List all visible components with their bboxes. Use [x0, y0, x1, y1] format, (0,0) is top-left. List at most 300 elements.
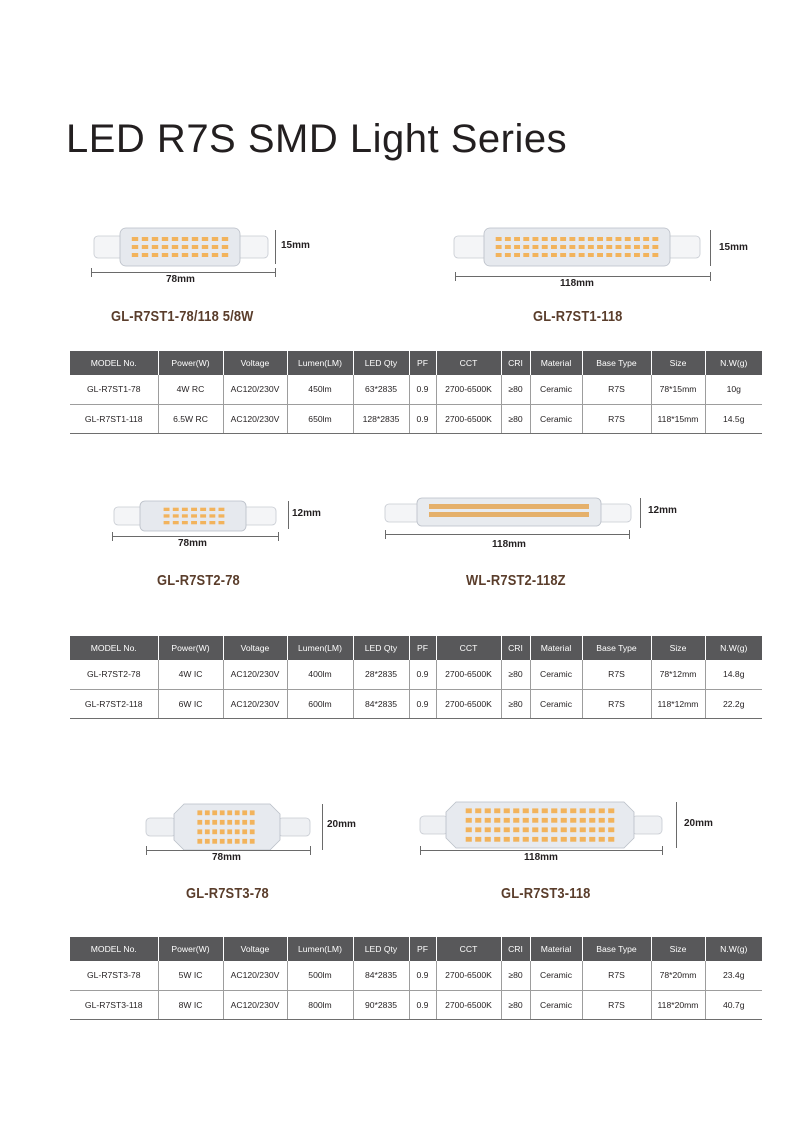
led-chip: [532, 837, 538, 842]
table-row: [70, 961, 762, 990]
cell-net-weight: 23.4g: [705, 961, 762, 990]
led-chip: [162, 237, 168, 241]
column-header-voltage: Voltage: [223, 937, 287, 961]
led-chip: [589, 818, 595, 823]
cell-lumen: 800lm: [287, 990, 353, 1019]
led-chip: [466, 808, 472, 813]
led-chip: [542, 818, 548, 823]
led-chip: [608, 837, 614, 842]
led-chip: [652, 237, 658, 241]
led-chip: [220, 820, 225, 825]
led-chip: [560, 245, 566, 249]
page-title: LED R7S SMD Light Series: [66, 117, 568, 161]
led-chip: [532, 818, 538, 823]
cell-led-qty: 84*2835: [353, 961, 409, 990]
led-chip: [652, 245, 658, 249]
cell-lumen: 600lm: [287, 689, 353, 718]
dim-width: 20mm: [327, 819, 356, 830]
led-chip: [200, 508, 206, 511]
cell-power: 6W IC: [158, 689, 223, 718]
led-chip: [197, 839, 202, 844]
led-chip: [200, 521, 206, 524]
cell-net-weight: 22.2g: [705, 689, 762, 718]
led-chip: [616, 237, 622, 241]
led-chip: [523, 253, 529, 257]
led-chip: [606, 253, 612, 257]
led-chip: [191, 514, 197, 517]
cell-model: GL-R7ST1-78: [70, 375, 158, 404]
led-chip: [643, 253, 649, 257]
led-chip: [579, 253, 585, 257]
table-body: [70, 375, 762, 433]
column-header-material: Material: [530, 937, 582, 961]
led-chip: [172, 237, 178, 241]
led-chip: [162, 253, 168, 257]
led-chip: [599, 837, 605, 842]
led-chip: [202, 237, 208, 241]
cell-voltage: AC120/230V: [223, 375, 287, 404]
led-chip: [643, 237, 649, 241]
cell-cri: ≥80: [501, 990, 530, 1019]
table-header-row: [70, 937, 762, 961]
cell-lumen: 500lm: [287, 961, 353, 990]
product-image-r7st1-118: [452, 222, 722, 282]
led-chip: [569, 245, 575, 249]
led-chip: [523, 837, 529, 842]
led-chip: [173, 508, 179, 511]
led-chip: [589, 827, 595, 832]
cell-power: 4W IC: [158, 660, 223, 689]
cell-size: 118*15mm: [651, 404, 705, 433]
cell-lumen: 450lm: [287, 375, 353, 404]
led-chip: [532, 808, 538, 813]
product-image-r7st1-78: [86, 222, 286, 282]
spec-table-series-1: [70, 351, 762, 434]
column-header-pf: PF: [409, 937, 436, 961]
led-chip: [152, 253, 158, 257]
led-chip: [220, 829, 225, 834]
dim-width: 15mm: [719, 242, 748, 253]
cell-model: GL-R7ST2-118: [70, 689, 158, 718]
led-chip: [475, 837, 481, 842]
led-chip: [560, 253, 566, 257]
led-chip: [569, 237, 575, 241]
led-chip: [172, 253, 178, 257]
led-chip: [485, 818, 491, 823]
cell-size: 78*20mm: [651, 961, 705, 990]
dim-length: 118mm: [492, 539, 526, 550]
product-image-r7st3-118: [418, 798, 686, 860]
cell-power: 8W IC: [158, 990, 223, 1019]
led-chip: [250, 839, 255, 844]
led-chip: [235, 839, 240, 844]
led-chip: [466, 818, 472, 823]
led-chip: [222, 245, 228, 249]
led-chip: [466, 827, 472, 832]
led-chip: [242, 820, 247, 825]
cell-size: 78*12mm: [651, 660, 705, 689]
led-chip: [182, 508, 188, 511]
column-header-power: Power(W): [158, 351, 223, 375]
table-row: [70, 660, 762, 689]
column-header-model: MODEL No.: [70, 937, 158, 961]
led-chip: [551, 818, 557, 823]
led-chip: [475, 818, 481, 823]
cell-cct: 2700-6500K: [436, 404, 501, 433]
led-chip: [588, 245, 594, 249]
led-chip: [227, 839, 232, 844]
led-chip: [173, 521, 179, 524]
led-chip: [505, 245, 511, 249]
led-chip: [496, 253, 502, 257]
led-chip: [250, 820, 255, 825]
led-chip: [227, 829, 232, 834]
led-chip: [182, 245, 188, 249]
led-chip: [172, 245, 178, 249]
led-chip: [164, 514, 170, 517]
product-image-r7st2-118: [383, 494, 653, 542]
led-chip: [192, 237, 198, 241]
led-chip: [589, 808, 595, 813]
led-chip: [142, 237, 148, 241]
cell-base-type: R7S: [582, 990, 651, 1019]
led-chip: [496, 237, 502, 241]
led-chip: [197, 829, 202, 834]
column-header-model: MODEL No.: [70, 636, 158, 660]
cell-cct: 2700-6500K: [436, 990, 501, 1019]
cell-voltage: AC120/230V: [223, 404, 287, 433]
led-chip: [505, 253, 511, 257]
column-header-pf: PF: [409, 636, 436, 660]
led-chip: [219, 514, 225, 517]
led-chip: [242, 810, 247, 815]
dim-length: 118mm: [524, 852, 558, 863]
cell-base-type: R7S: [582, 961, 651, 990]
column-header-cct: CCT: [436, 636, 501, 660]
led-chip: [561, 818, 567, 823]
led-chip: [212, 810, 217, 815]
led-chip: [205, 820, 210, 825]
cell-model: GL-R7ST2-78: [70, 660, 158, 689]
cell-material: Ceramic: [530, 404, 582, 433]
column-header-cri: CRI: [501, 351, 530, 375]
cell-voltage: AC120/230V: [223, 961, 287, 990]
led-chip: [616, 253, 622, 257]
led-chip: [542, 827, 548, 832]
led-chip: [504, 827, 510, 832]
led-chip: [560, 237, 566, 241]
led-chip: [625, 237, 631, 241]
led-chip: [504, 808, 510, 813]
led-chip: [475, 808, 481, 813]
led-chip: [132, 245, 138, 249]
led-chip: [212, 253, 218, 257]
led-chip: [505, 237, 511, 241]
led-chip: [523, 808, 529, 813]
led-chip: [514, 245, 520, 249]
led-chip: [235, 810, 240, 815]
led-chip: [222, 253, 228, 257]
led-chip: [242, 829, 247, 834]
led-chip: [485, 827, 491, 832]
cell-cri: ≥80: [501, 375, 530, 404]
cell-net-weight: 10g: [705, 375, 762, 404]
led-chip: [197, 820, 202, 825]
led-chip: [191, 508, 197, 511]
column-header-base-type: Base Type: [582, 351, 651, 375]
led-chip: [222, 237, 228, 241]
led-chip: [173, 514, 179, 517]
spec-table-series-3: [70, 937, 762, 1020]
column-header-size: Size: [651, 937, 705, 961]
led-chip: [580, 808, 586, 813]
column-header-base-type: Base Type: [582, 636, 651, 660]
led-chip: [514, 237, 520, 241]
led-chip: [542, 245, 548, 249]
led-chip: [652, 253, 658, 257]
cell-pf: 0.9: [409, 689, 436, 718]
cell-size: 118*12mm: [651, 689, 705, 718]
led-chip: [589, 837, 595, 842]
table-body: [70, 961, 762, 1019]
model-label: GL-R7ST1-118: [533, 308, 623, 325]
table-row: [70, 689, 762, 718]
led-chip: [551, 808, 557, 813]
cell-led-qty: 28*2835: [353, 660, 409, 689]
column-header-led-qty: LED Qty: [353, 351, 409, 375]
dim-length: 78mm: [166, 274, 195, 285]
led-chip: [142, 245, 148, 249]
led-chip: [643, 245, 649, 249]
led-chip: [513, 837, 519, 842]
column-header-led-qty: LED Qty: [353, 937, 409, 961]
led-chip: [580, 818, 586, 823]
dim-length: 118mm: [560, 278, 594, 289]
led-chip: [220, 810, 225, 815]
led-chip: [504, 818, 510, 823]
table-header-row: [70, 351, 762, 375]
led-chip: [494, 827, 500, 832]
cell-material: Ceramic: [530, 961, 582, 990]
led-chip: [192, 245, 198, 249]
led-chip: [209, 521, 215, 524]
table-row: [70, 404, 762, 433]
column-header-cct: CCT: [436, 937, 501, 961]
column-header-model: MODEL No.: [70, 351, 158, 375]
model-label: GL-R7ST3-78: [186, 885, 269, 902]
led-chip: [533, 253, 539, 257]
led-chip: [219, 508, 225, 511]
led-chip: [220, 839, 225, 844]
led-chip: [599, 827, 605, 832]
column-header-lumen: Lumen(LM): [287, 351, 353, 375]
led-chip: [580, 837, 586, 842]
led-chip: [182, 253, 188, 257]
cell-cri: ≥80: [501, 961, 530, 990]
cell-net-weight: 14.8g: [705, 660, 762, 689]
cell-model: GL-R7ST3-78: [70, 961, 158, 990]
cell-size: 78*15mm: [651, 375, 705, 404]
column-header-base-type: Base Type: [582, 937, 651, 961]
column-header-material: Material: [530, 636, 582, 660]
column-header-led-qty: LED Qty: [353, 636, 409, 660]
led-chip: [570, 837, 576, 842]
column-header-lumen: Lumen(LM): [287, 636, 353, 660]
cell-cri: ≥80: [501, 689, 530, 718]
led-chip: [542, 808, 548, 813]
led-chip: [182, 514, 188, 517]
column-header-power: Power(W): [158, 636, 223, 660]
column-header-power: Power(W): [158, 937, 223, 961]
led-chip: [475, 827, 481, 832]
cell-pf: 0.9: [409, 375, 436, 404]
cell-voltage: AC120/230V: [223, 689, 287, 718]
led-chip: [523, 245, 529, 249]
led-chip: [532, 827, 538, 832]
led-chip: [142, 253, 148, 257]
led-chip: [162, 245, 168, 249]
led-chip: [606, 245, 612, 249]
column-header-cct: CCT: [436, 351, 501, 375]
led-chip: [597, 237, 603, 241]
cell-net-weight: 40.7g: [705, 990, 762, 1019]
led-chip: [561, 827, 567, 832]
column-header-size: Size: [651, 351, 705, 375]
led-chip: [634, 245, 640, 249]
led-chip: [212, 839, 217, 844]
dim-width: 12mm: [648, 505, 677, 516]
cell-cri: ≥80: [501, 660, 530, 689]
led-chip: [542, 237, 548, 241]
led-chip: [606, 237, 612, 241]
led-chip: [599, 818, 605, 823]
led-chip: [533, 245, 539, 249]
led-chip: [580, 827, 586, 832]
model-label: GL-R7ST2-78: [157, 572, 240, 589]
model-label: WL-R7ST2-118Z: [466, 572, 566, 589]
dim-width: 20mm: [684, 818, 713, 829]
led-chip: [212, 237, 218, 241]
led-chip: [599, 808, 605, 813]
led-chip: [551, 237, 557, 241]
led-chip: [634, 253, 640, 257]
cell-material: Ceramic: [530, 660, 582, 689]
led-chip: [523, 818, 529, 823]
cell-size: 118*20mm: [651, 990, 705, 1019]
led-chip: [250, 810, 255, 815]
led-chip: [164, 508, 170, 511]
cell-net-weight: 14.5g: [705, 404, 762, 433]
cell-model: GL-R7ST3-118: [70, 990, 158, 1019]
led-chip: [579, 237, 585, 241]
led-chip: [588, 253, 594, 257]
led-chip: [205, 829, 210, 834]
cell-power: 4W RC: [158, 375, 223, 404]
cell-led-qty: 63*2835: [353, 375, 409, 404]
led-chip: [523, 827, 529, 832]
cell-lumen: 650lm: [287, 404, 353, 433]
bulb-illustration: [86, 222, 286, 282]
led-chip: [608, 827, 614, 832]
led-chip: [608, 818, 614, 823]
led-chip: [616, 245, 622, 249]
model-label: GL-R7ST1-78/118 5/8W: [111, 308, 254, 325]
cell-cct: 2700-6500K: [436, 689, 501, 718]
led-chip: [570, 827, 576, 832]
led-chip: [235, 829, 240, 834]
led-chip: [625, 245, 631, 249]
table-header-row: [70, 636, 762, 660]
led-chip: [533, 237, 539, 241]
cell-base-type: R7S: [582, 404, 651, 433]
led-chip: [202, 253, 208, 257]
led-chip: [132, 253, 138, 257]
led-chip: [625, 253, 631, 257]
cell-model: GL-R7ST1-118: [70, 404, 158, 433]
led-chip: [597, 253, 603, 257]
cell-cct: 2700-6500K: [436, 375, 501, 404]
led-chip: [561, 808, 567, 813]
led-chip: [570, 818, 576, 823]
led-chip: [494, 818, 500, 823]
table-body: [70, 660, 762, 718]
cell-cct: 2700-6500K: [436, 961, 501, 990]
led-chip: [250, 829, 255, 834]
cell-led-qty: 128*2835: [353, 404, 409, 433]
led-chip: [561, 837, 567, 842]
led-chip: [523, 237, 529, 241]
cell-material: Ceramic: [530, 689, 582, 718]
led-chip: [513, 818, 519, 823]
cell-base-type: R7S: [582, 375, 651, 404]
cell-led-qty: 84*2835: [353, 689, 409, 718]
cell-pf: 0.9: [409, 660, 436, 689]
led-chip: [569, 253, 575, 257]
led-chip: [132, 237, 138, 241]
cell-material: Ceramic: [530, 990, 582, 1019]
led-chip: [485, 808, 491, 813]
dim-width: 12mm: [292, 508, 321, 519]
model-label: GL-R7ST3-118: [501, 885, 591, 902]
led-chip: [152, 245, 158, 249]
led-chip: [205, 810, 210, 815]
column-header-net-weight: N.W(g): [705, 351, 762, 375]
led-chip: [494, 837, 500, 842]
led-chip: [209, 508, 215, 511]
cell-base-type: R7S: [582, 689, 651, 718]
led-chip: [485, 837, 491, 842]
cell-cri: ≥80: [501, 404, 530, 433]
dim-width: 15mm: [281, 240, 310, 251]
column-header-net-weight: N.W(g): [705, 636, 762, 660]
led-chip: [608, 808, 614, 813]
cell-voltage: AC120/230V: [223, 990, 287, 1019]
led-chip: [197, 810, 202, 815]
dim-length: 78mm: [212, 852, 241, 863]
led-chip: [212, 245, 218, 249]
cell-cct: 2700-6500K: [436, 660, 501, 689]
led-chip: [597, 245, 603, 249]
led-chip: [227, 810, 232, 815]
led-chip: [542, 837, 548, 842]
column-header-cri: CRI: [501, 937, 530, 961]
led-chip: [242, 839, 247, 844]
led-chip: [466, 837, 472, 842]
led-chip: [634, 237, 640, 241]
led-chip: [570, 808, 576, 813]
led-chip: [551, 827, 557, 832]
led-chip: [202, 245, 208, 249]
